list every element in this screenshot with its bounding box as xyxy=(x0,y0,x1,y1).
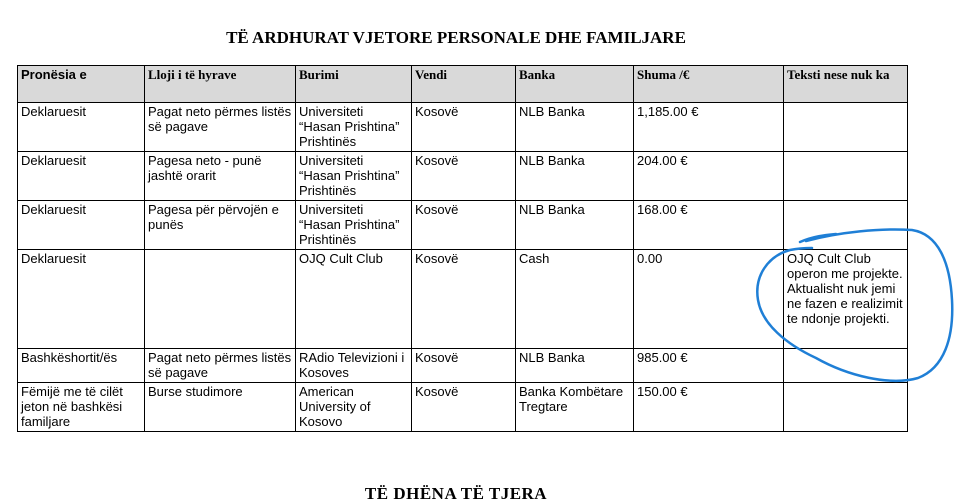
cell-ownership: Deklaruesit xyxy=(18,250,145,349)
header-bank: Banka xyxy=(516,66,634,103)
cell-amount: 168.00 € xyxy=(634,201,784,250)
cell-ownership: Deklaruesit xyxy=(18,103,145,152)
table-row xyxy=(18,349,908,383)
cell-bank: NLB Banka xyxy=(516,349,634,383)
document-title: TË ARDHURAT VJETORE PERSONALE DHE FAMILJARE xyxy=(226,28,686,47)
cell-source: American University of Kosovo xyxy=(296,383,412,432)
table-row xyxy=(18,250,908,349)
table-row xyxy=(18,383,908,432)
cell-source: Universiteti “Hasan Prishtina” Prishtinës xyxy=(296,201,412,250)
cell-country: Kosovë xyxy=(412,201,516,250)
cell-bank: NLB Banka xyxy=(516,201,634,250)
header-source: Burimi xyxy=(296,66,412,103)
cell-amount: 985.00 € xyxy=(634,349,784,383)
cell-amount: 204.00 € xyxy=(634,152,784,201)
header-amount: Shuma /€ xyxy=(634,66,784,103)
header-country: Vendi xyxy=(412,66,516,103)
cell-note xyxy=(784,383,908,432)
cell-source: RAdio Televizioni i Kosoves xyxy=(296,349,412,383)
cell-income-type xyxy=(145,250,296,349)
cell-country: Kosovë xyxy=(412,103,516,152)
header-ownership: Pronësia e xyxy=(18,66,145,103)
header-note: Teksti nese nuk ka xyxy=(784,66,908,103)
cell-income-type: Pagat neto përmes listës së pagave xyxy=(145,349,296,383)
cell-note xyxy=(784,201,908,250)
cell-amount: 1,185.00 € xyxy=(634,103,784,152)
cell-note xyxy=(784,152,908,201)
cell-note xyxy=(784,349,908,383)
next-section-title: TË DHËNA TË TJERA xyxy=(364,484,548,503)
cell-source: Universiteti “Hasan Prishtina” Prishtinës xyxy=(296,103,412,152)
cell-amount: 150.00 € xyxy=(634,383,784,432)
cell-ownership: Fëmijë me të cilët jeton në bashkësi familjare xyxy=(18,383,145,432)
cell-country: Kosovë xyxy=(412,250,516,349)
cell-country: Kosovë xyxy=(412,152,516,201)
cell-ownership: Deklaruesit xyxy=(18,201,145,250)
cell-bank: NLB Banka xyxy=(516,103,634,152)
cell-source: OJQ Cult Club xyxy=(296,250,412,349)
cell-income-type: Burse studimore xyxy=(145,383,296,432)
cell-note xyxy=(784,103,908,152)
cell-bank: Cash xyxy=(516,250,634,349)
cell-income-type: Pagesa neto - punë jashtë orarit xyxy=(145,152,296,201)
cell-income-type: Pagesa për përvojën e punës xyxy=(145,201,296,250)
cell-bank: NLB Banka xyxy=(516,152,634,201)
table-row xyxy=(18,152,908,201)
header-income-type: Lloji i të hyrave xyxy=(145,66,296,103)
cell-country: Kosovë xyxy=(412,349,516,383)
cell-amount: 0.00 xyxy=(634,250,784,349)
cell-income-type: Pagat neto përmes listës së pagave xyxy=(145,103,296,152)
cell-note: OJQ Cult Club operon me projekte. Aktualisht nuk jemi ne fazen e realizimit te ndonje projekti. xyxy=(784,250,908,349)
cell-country: Kosovë xyxy=(412,383,516,432)
cell-ownership: Deklaruesit xyxy=(18,152,145,201)
income-table xyxy=(17,65,908,432)
cell-source: Universiteti “Hasan Prishtina” Prishtinës xyxy=(296,152,412,201)
table-row xyxy=(18,103,908,152)
table-row xyxy=(18,201,908,250)
table-header-row xyxy=(18,66,908,103)
cell-ownership: Bashkëshortit/ës xyxy=(18,349,145,383)
cell-bank: Banka Kombëtare Tregtare xyxy=(516,383,634,432)
